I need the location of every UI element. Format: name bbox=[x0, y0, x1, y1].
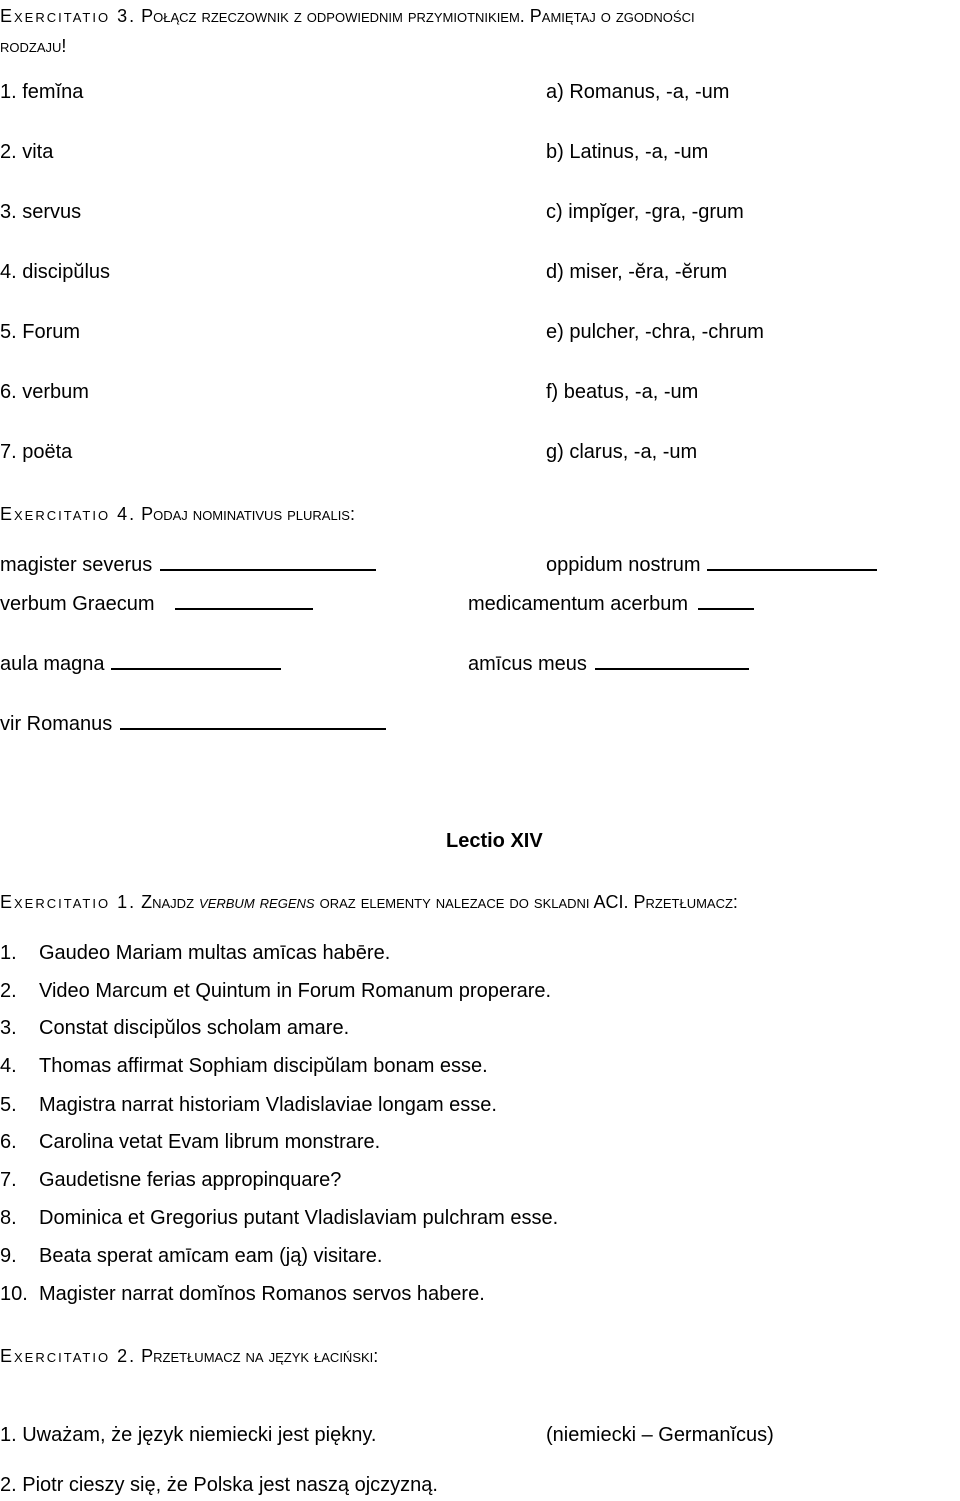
answer-blank[interactable] bbox=[698, 590, 754, 610]
exercise-1-header bbox=[0, 890, 738, 914]
adjective-item: a) Romanus, -a, -um bbox=[546, 81, 730, 103]
exercise-instruction-continued: rodzaju! bbox=[0, 36, 67, 56]
phrase-text: magister severus bbox=[0, 554, 153, 576]
phrase-text: oppidum nostrum bbox=[546, 554, 701, 576]
exercise-instruction-emphasis: verbum regens bbox=[199, 892, 315, 912]
phrase-item bbox=[468, 590, 754, 616]
sentence-text: Beata sperat amīcam eam (ją) visitare. bbox=[39, 1245, 383, 1267]
sentence-number: 3. bbox=[0, 1017, 17, 1039]
adjective-item: g) clarus, -a, -um bbox=[546, 441, 698, 463]
phrase-item bbox=[468, 650, 749, 676]
noun-item: 1. femĭna bbox=[0, 81, 84, 103]
phrase-text: medicamentum acerbum bbox=[468, 593, 689, 615]
exercise-4-header bbox=[0, 502, 355, 526]
exercise-instruction: Połącz rzeczownik z odpowiednim przymiotnikiem. Pamiętaj o zgodności bbox=[141, 6, 695, 26]
sentence-item bbox=[0, 979, 551, 1003]
sentence-number: 1. bbox=[0, 942, 17, 964]
answer-blank[interactable] bbox=[595, 650, 749, 670]
translation-item: 2. Piotr cieszy się, że Polska jest naszą ojczyzną. bbox=[0, 1474, 438, 1496]
sentence-text: Video Marcum et Quintum in Forum Romanum properare. bbox=[39, 980, 552, 1002]
phrase-item bbox=[0, 551, 376, 577]
sentence-text: Carolina vetat Evam librum monstrare. bbox=[39, 1131, 381, 1153]
noun-item: 7. poëta bbox=[0, 441, 73, 463]
answer-blank[interactable] bbox=[111, 650, 281, 670]
sentence-number: 7. bbox=[0, 1169, 17, 1191]
sentence-number: 5. bbox=[0, 1094, 17, 1116]
answer-blank[interactable] bbox=[707, 551, 877, 571]
sentence-number: 10. bbox=[0, 1283, 28, 1305]
sentence-item bbox=[0, 1282, 485, 1306]
sentence-text: Magistra narrat historiam Vladislaviae longam esse. bbox=[39, 1094, 497, 1116]
phrase-item bbox=[546, 551, 877, 577]
sentence-number: 2. bbox=[0, 980, 17, 1002]
sentence-item bbox=[0, 1168, 341, 1192]
sentence-number: 6. bbox=[0, 1131, 17, 1153]
answer-blank[interactable] bbox=[175, 590, 313, 610]
exercise-instruction: oraz elementy nalezace do skladni ACI. Przetłumacz: bbox=[319, 892, 738, 912]
sentence-item bbox=[0, 1130, 380, 1154]
sentence-text: Constat discipŭlos scholam amare. bbox=[39, 1017, 350, 1039]
exercise-2-header bbox=[0, 1344, 378, 1368]
phrase-text: aula magna bbox=[0, 653, 105, 675]
adjective-item: c) impĭger, -gra, -grum bbox=[546, 201, 744, 223]
exercise-label: Exercitatio 4. bbox=[0, 504, 137, 524]
sentence-item bbox=[0, 1093, 497, 1117]
lesson-title: Lectio XIV bbox=[446, 830, 543, 852]
phrase-text: verbum Graecum bbox=[0, 593, 155, 615]
sentence-item bbox=[0, 1016, 349, 1040]
sentence-item bbox=[0, 1244, 382, 1268]
noun-item: 5. Forum bbox=[0, 321, 81, 343]
translation-note: (niemiecki – Germanĭcus) bbox=[546, 1424, 774, 1446]
exercise-label: Exercitatio 1. bbox=[0, 892, 137, 912]
answer-blank[interactable] bbox=[120, 710, 386, 730]
noun-item: 2. vita bbox=[0, 141, 54, 163]
exercise-label: Exercitatio 3. bbox=[0, 6, 137, 26]
exercise-instruction: Podaj nominativus pluralis: bbox=[141, 504, 355, 524]
adjective-item: d) miser, -ĕra, -ĕrum bbox=[546, 261, 728, 283]
phrase-text: amīcus meus bbox=[468, 653, 587, 675]
adjective-item: b) Latinus, -a, -um bbox=[546, 141, 709, 163]
sentence-item bbox=[0, 1206, 558, 1230]
sentence-text: Magister narrat domĭnos Romanos servos habere. bbox=[39, 1283, 485, 1305]
sentence-number: 4. bbox=[0, 1055, 17, 1077]
answer-blank[interactable] bbox=[160, 551, 376, 571]
phrase-item bbox=[0, 590, 313, 616]
adjective-item: e) pulcher, -chra, -chrum bbox=[546, 321, 764, 343]
exercise-instruction: Przetłumacz na język łaciński: bbox=[141, 1346, 379, 1366]
exercise-3-header bbox=[0, 4, 695, 28]
sentence-number: 9. bbox=[0, 1245, 17, 1267]
sentence-item bbox=[0, 941, 390, 965]
phrase-item bbox=[0, 710, 386, 736]
adjective-item: f) beatus, -a, -um bbox=[546, 381, 699, 403]
sentence-item bbox=[0, 1054, 488, 1078]
sentence-text: Thomas affirmat Sophiam discipŭlam bonam esse. bbox=[39, 1055, 488, 1077]
phrase-text: vir Romanus bbox=[0, 713, 113, 735]
sentence-text: Gaudeo Mariam multas amīcas habēre. bbox=[39, 942, 391, 964]
exercise-instruction: Znajdz bbox=[141, 892, 195, 912]
sentence-text: Gaudetisne ferias appropinquare? bbox=[39, 1169, 342, 1191]
translation-item: 1. Uważam, że język niemiecki jest piękny. bbox=[0, 1424, 377, 1446]
noun-item: 6. verbum bbox=[0, 381, 89, 403]
noun-item: 4. discipŭlus bbox=[0, 261, 111, 283]
exercise-label: Exercitatio 2. bbox=[0, 1346, 137, 1366]
sentence-text: Dominica et Gregorius putant Vladislaviam pulchram esse. bbox=[39, 1207, 559, 1229]
noun-item: 3. servus bbox=[0, 201, 82, 223]
sentence-number: 8. bbox=[0, 1207, 17, 1229]
phrase-item bbox=[0, 650, 281, 676]
